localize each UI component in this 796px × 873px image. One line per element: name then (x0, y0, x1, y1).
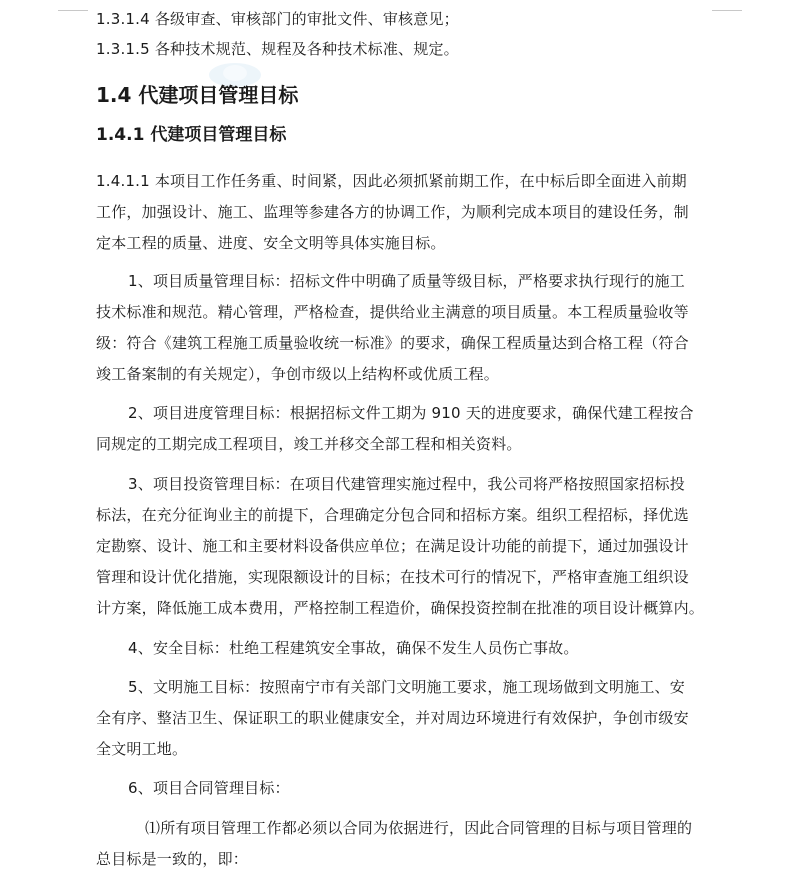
contract-line-1: 6、项目合同管理目标： (128, 779, 290, 797)
safety-line-1: 4、安全目标：杜绝工程建筑安全事故，确保不发生人员伤亡事故。 (128, 639, 579, 657)
intro-line-2: 工作，加强设计、施工、监理等参建各方的协调工作，为顺利完成本项目的建设任务，制 (96, 203, 689, 221)
contract-item1-line-1: ⑴所有项目管理工作都必须以合同为依据进行，因此合同管理的目标与项目管理的 (145, 819, 693, 837)
intro-line-3: 定本工程的质量、进度、安全文明等具体实施目标。 (96, 234, 446, 252)
contract-item1-line-2: 总目标是一致的，即： (96, 850, 249, 868)
investment-line-3: 定勘察、设计、施工和主要材料设备供应单位；在满足设计功能的前提下，通过加强设计 (96, 537, 689, 555)
subsection-heading: 1.4.1 代建项目管理目标 (96, 125, 287, 145)
civilized-line-1: 5、文明施工目标：按照南宁市有关部门文明施工要求，施工现场做到文明施工、安 (128, 678, 685, 696)
investment-line-1: 3、项目投资管理目标：在项目代建管理实施过程中，我公司将严格按照国家招标投 (128, 475, 685, 493)
quality-line-2: 技术标准和规范。精心管理，严格检查，提供给业主满意的项目质量。本工程质量验收等 (96, 303, 689, 321)
quality-line-1: 1、项目质量管理目标：招标文件中明确了质量等级目标，严格要求执行现行的施工 (128, 272, 685, 290)
schedule-line-2: 同规定的工期完成工程项目，竣工并移交全部工程和相关资料。 (96, 435, 522, 453)
intro-line-1: 1.4.1.1 本项目工作任务重、时间紧，因此必须抓紧前期工作，在中标后即全面进入前期 (96, 172, 687, 190)
quality-line-4: 竣工备案制的有关规定），争创市级以上结构杯或优质工程。 (96, 365, 499, 383)
investment-line-2: 标法，在充分征询业主的前提下，合理确定分包合同和招标方案。组织工程招标，择优选 (96, 506, 689, 524)
investment-line-4: 管理和设计优化措施，实现限额设计的目标；在技术可行的情况下，严格审查施工组织设 (96, 568, 689, 586)
investment-line-5: 计方案，降低施工成本费用，严格控制工程造价，确保投资控制在批准的项目设计概算内。 (96, 599, 705, 617)
page-corner-mark-right (712, 0, 742, 11)
section-heading: 1.4 代建项目管理目标 (96, 83, 299, 107)
page-corner-mark-left (58, 0, 88, 11)
civilized-line-3: 全文明工地。 (96, 740, 188, 758)
civilized-line-2: 全有序、整洁卫生、保证职工的职业健康安全，并对周边环境进行有效保护，争创市级安 (96, 709, 689, 727)
quality-line-3: 级：符合《建筑工程施工质量验收统一标准》的要求，确保工程质量达到合格工程（符合 (96, 334, 689, 352)
header-item-1314: 1.3.1.4 各级审查、审核部门的审批文件、审核意见； (96, 10, 459, 28)
header-item-1315: 1.3.1.5 各种技术规范、规程及各种技术标准、规定。 (96, 40, 459, 58)
schedule-line-1: 2、项目进度管理目标：根据招标文件工期为 910 天的进度要求，确保代建工程按合 (128, 404, 694, 422)
